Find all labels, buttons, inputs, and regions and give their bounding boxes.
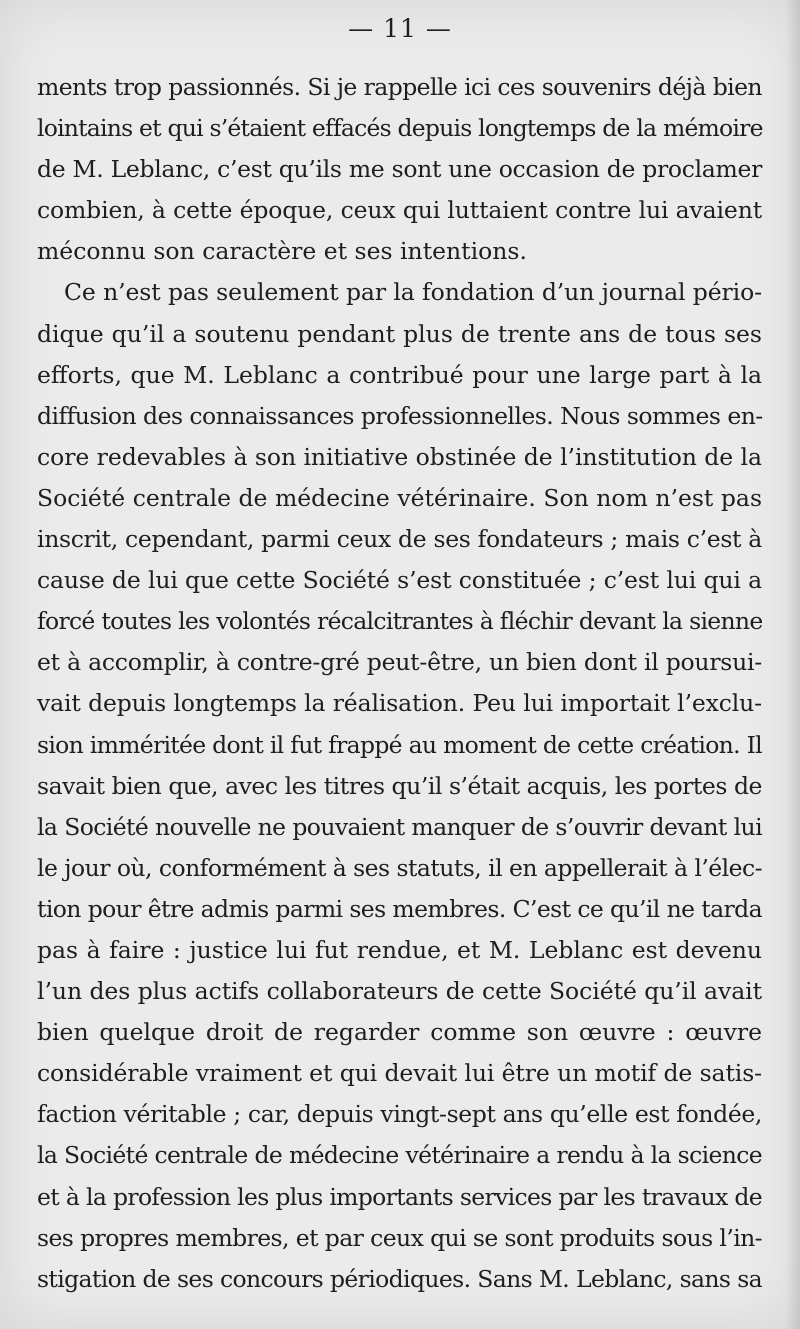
text-line: Société centrale de médecine vétérinaire. Son nom n’est pas [37, 483, 762, 512]
text-line: Ce n’est pas seulement par la fondation d’un journal pério- [64, 278, 762, 307]
text-line: ments trop passionnés. Si je rappelle ici ces souvenirs déjà bien [37, 73, 762, 101]
text-line: la Société centrale de médecine vétérinaire a rendu à la science [37, 1141, 762, 1170]
text-line: efforts, que M. Leblanc a contribué pour une large part à la [37, 360, 762, 389]
text-line: faction véritable ; car, depuis vingt-sept ans qu’elle est fondée, [37, 1100, 762, 1129]
text-line: le jour où, conformément à ses statuts, il en appellerait à l’élec- [37, 853, 762, 882]
text-line: considérable vraiment et qui devait lui être un motif de satis- [37, 1059, 762, 1088]
text-line: savait bien que, avec les titres qu’il s’était acquis, les portes de [37, 771, 762, 800]
text-line: combien, à cette époque, ceux qui luttaient contre lui avaient [37, 196, 762, 225]
text-line: vait depuis longtemps la réalisation. Peu lui importait l’exclu- [37, 689, 762, 718]
text-line: diffusion des connaissances professionnelles. Nous sommes en- [37, 401, 763, 430]
text-line: stigation de ses concours périodiques. Sans M. Leblanc, sans sa [37, 1264, 762, 1293]
text-line: lointains et qui s’étaient effacés depuis longtemps de la mémoire [37, 114, 763, 143]
text-line: core redevables à son initiative obstinée de l’institution de la [37, 442, 762, 471]
text-line: bien quelque droit de regarder comme son œuvre : œuvre [37, 1018, 762, 1047]
text-line: inscrit, cependant, parmi ceux de ses fondateurs ; mais c’est à [37, 525, 762, 554]
text-line: tion pour être admis parmi ses membres. C’est ce qu’il ne tarda [37, 894, 762, 923]
text-line: la Société nouvelle ne pouvaient manquer de s’ouvrir devant lui [37, 812, 762, 841]
page-number: — 11 — [348, 14, 452, 43]
text-line: ses propres membres, et par ceux qui se sont produits sous l’in- [37, 1223, 762, 1252]
text-line: et à la profession les plus importants services par les travaux de [37, 1182, 762, 1211]
text-line: forcé toutes les volontés récalcitrantes à fléchir devant la sienne [37, 607, 763, 636]
text-line: dique qu’il a soutenu pendant plus de trente ans de tous ses [37, 319, 762, 348]
body-text [37, 67, 762, 1300]
text-line: de M. Leblanc, c’est qu’ils me sont une occasion de proclamer [37, 155, 762, 184]
page-edge-shadow [786, 0, 800, 1329]
text-line: cause de lui que cette Société s’est constituée ; c’est lui qui a [37, 566, 762, 595]
text-line: et à accomplir, à contre-gré peut-être, un bien dont il poursui- [37, 648, 762, 677]
text-line: méconnu son caractère et ses intentions. [37, 237, 527, 266]
text-line: sion imméritée dont il fut frappé au moment de cette création. Il [37, 730, 762, 759]
text-line: pas à faire : justice lui fut rendue, et M. Leblanc est devenu [37, 935, 762, 964]
text-line: l’un des plus actifs collaborateurs de cette Société qu’il avait [37, 977, 762, 1006]
